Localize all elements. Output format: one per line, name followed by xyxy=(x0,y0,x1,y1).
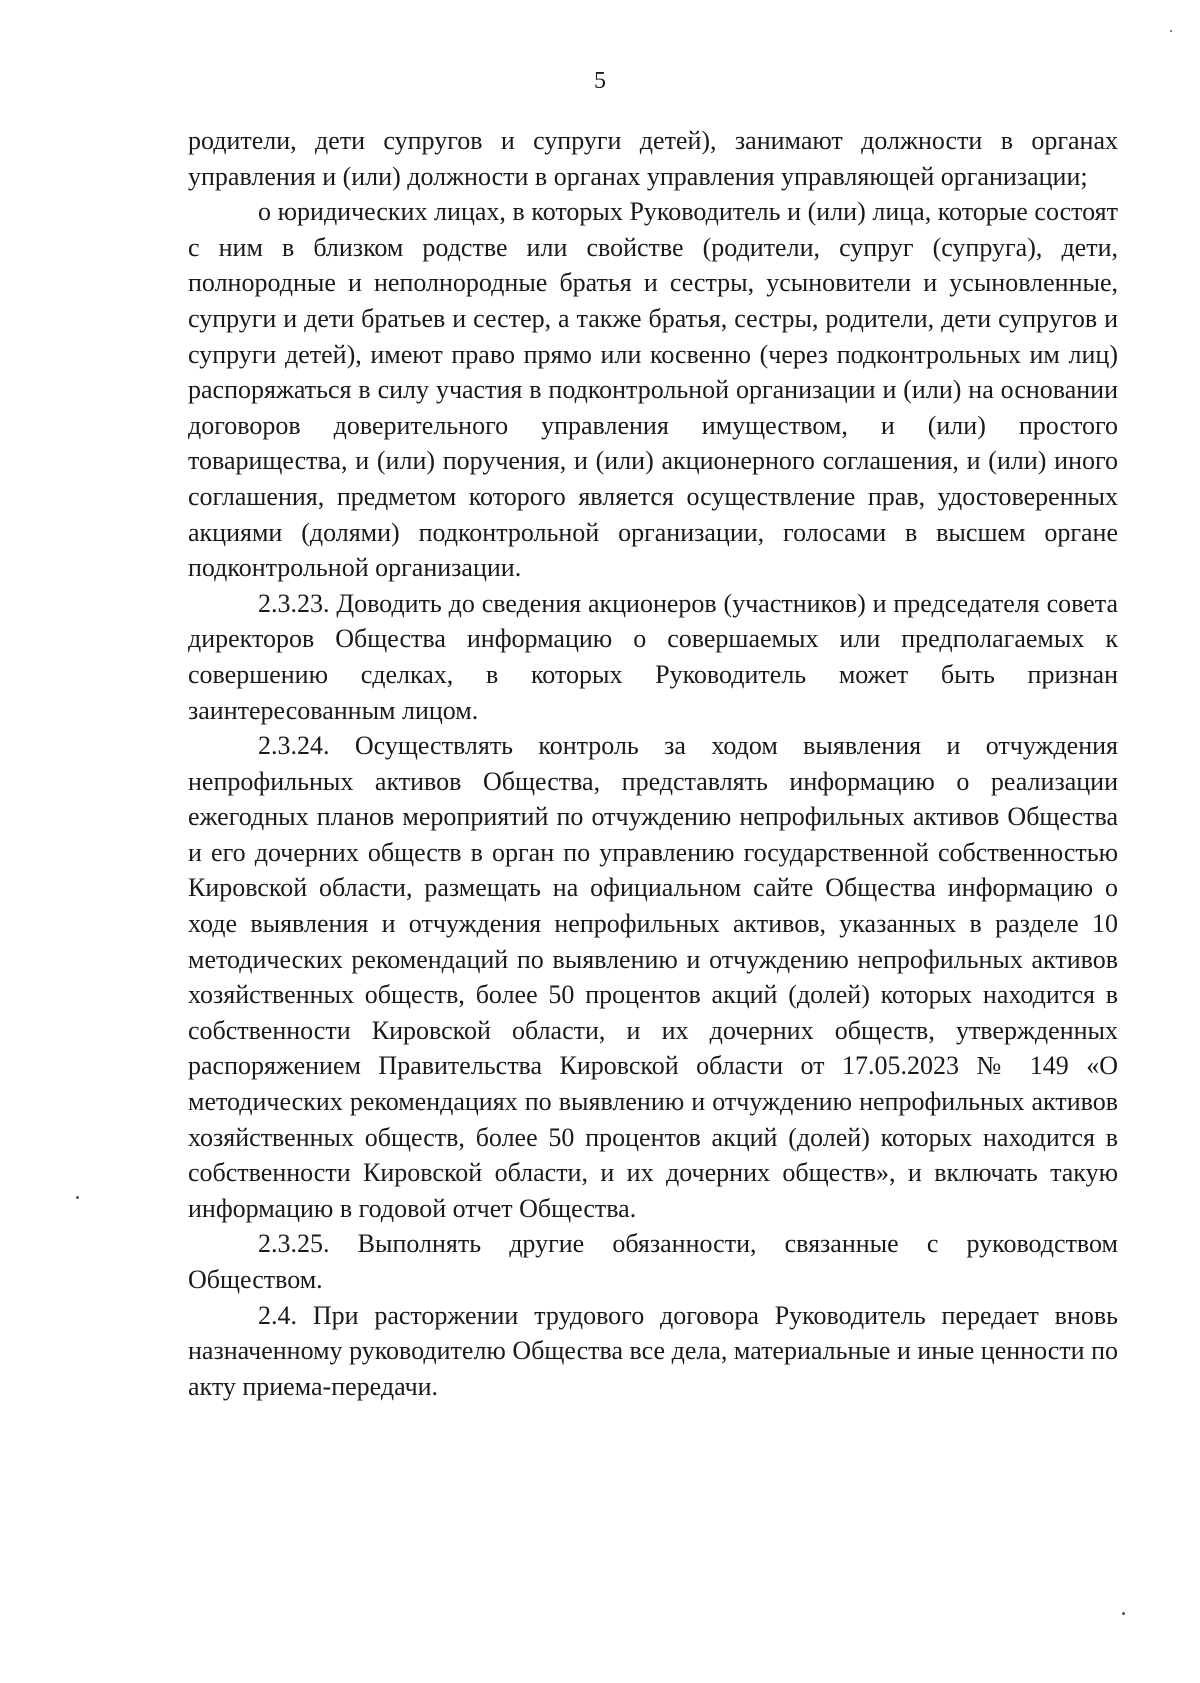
scan-speck xyxy=(1170,30,1172,32)
paragraph-legal-entities: о юридических лицах, в которых Руководитель и (или) лица, которые состоят с ним в близком родстве или свойстве (родители, супруг (супруга), дети, полнородные и неполнородные братья и сестры, усыновители и усыновленные, супруги и дети братьев и сестер, а также братья, сестры, родители, дети супругов и супруги детей), имеют право прямо или косвенно (через подконтрольных им лиц) распоряжаться в силу участия в подконтрольной организации и (или) на основании договоров доверительного управления имуществом, и (или) простого товарищества, и (или) поручения, и (или) акционерного соглашения, и (или) иного соглашения, предметом которого является осуществление прав, удостоверенных акциями (долями) подконтрольной организации, голосами в высшем органе подконтрольной организации. xyxy=(188,197,1118,583)
document-body xyxy=(188,123,1118,1404)
scan-speck xyxy=(76,1196,79,1199)
page-number: 5 xyxy=(594,68,606,94)
paragraph-2-4: 2.4. При расторжении трудового договора Руководитель передает вновь назначенному руководителю Общества все дела, материальные и иные ценности по акту приема-передачи. xyxy=(188,1300,1118,1401)
paragraph-2-3-23: 2.3.23. Доводить до сведения акционеров (участников) и председателя совета директоров Общества информацию о совершаемых или предполагаемых к совершению сделках, в которых Руководитель может быть признан заинтересованным лицом. xyxy=(188,588,1118,725)
paragraph-2-3-25: 2.3.25. Выполнять другие обязанности, связанные с руководством Обществом. xyxy=(188,1229,1118,1294)
paragraph-2-3-24: 2.3.24. Осуществлять контроль за ходом выявления и отчуждения непрофильных активов Общества, представлять информацию о реализации ежегодных планов мероприятий по отчуждению непрофильных активов Общества и его дочерних обществ в орган по управлению государственной собственностью Кировской области, размещать на официальном сайте Общества информацию о ходе выявления и отчуждения непрофильных активов, указанных в разделе 10 методических рекомендаций по выявлению и отчуждению непрофильных активов хозяйственных обществ, более 50 процентов акций (долей) которых находится в собственности Кировской области, и их дочерних обществ, утвержденных распоряжением Правительства Кировской области от 17.05.2023 № 149 «О методических рекомендациях по выявлению и отчуждению непрофильных активов хозяйственных обществ, более 50 процентов акций (долей) которых находится в собственности Кировской области, и их дочерних обществ», и включать такую информацию в годовой отчет Общества. xyxy=(188,731,1118,1223)
scan-speck xyxy=(1122,1612,1125,1615)
paragraph-continuation: родители, дети супругов и супруги детей), занимают должности в органах управления и (или) должности в органах управления управляющей организации; xyxy=(188,126,1118,191)
